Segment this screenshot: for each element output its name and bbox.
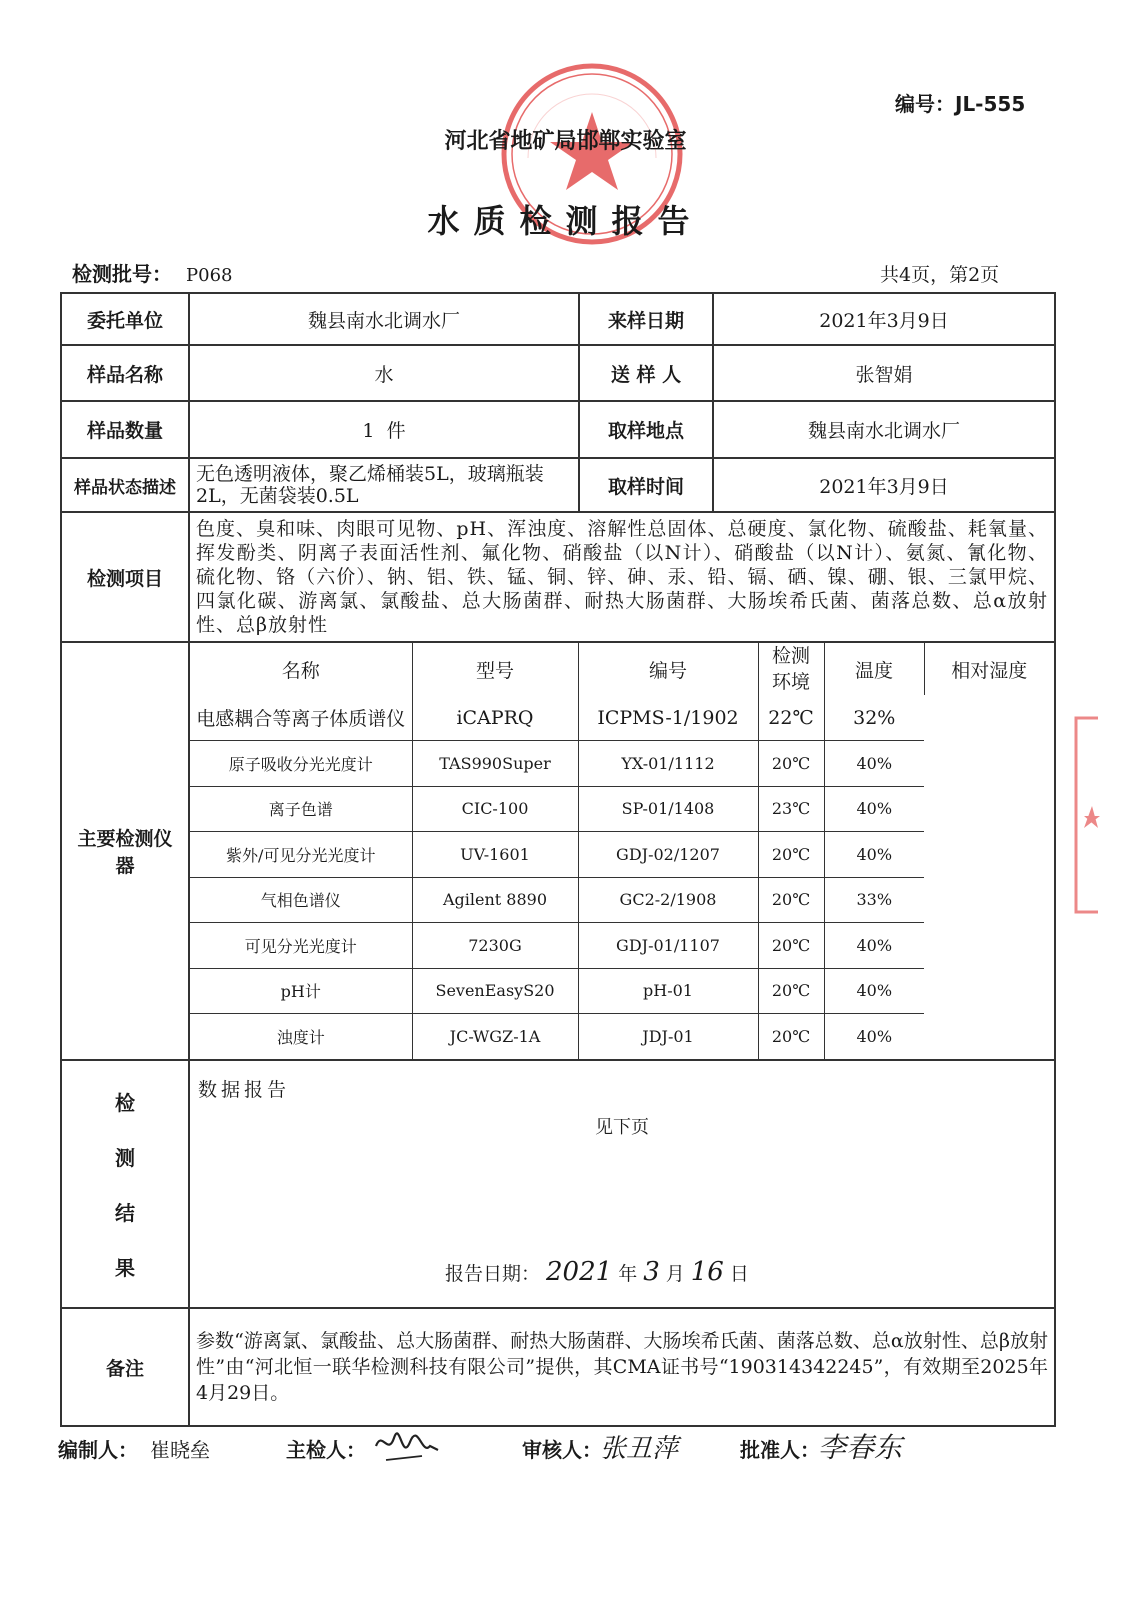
reviewer: 审核人： xyxy=(522,1438,602,1462)
result-label xyxy=(61,1060,189,1308)
sample-quantity-value: 1 件 xyxy=(189,401,579,458)
instrument-model: CIC-100 xyxy=(412,786,578,832)
instrument-name: 浊度计 xyxy=(190,1014,412,1060)
instrument-temp: 20℃ xyxy=(758,968,824,1014)
client-label: 委托单位 xyxy=(61,293,189,345)
report-table xyxy=(60,292,1056,1427)
sample-state-label: 样品状态描述 xyxy=(61,458,189,512)
inspector-signature xyxy=(372,1426,442,1468)
instrument-row xyxy=(190,695,1054,741)
instruments-table xyxy=(190,643,1054,1059)
instrument-name: 可见分光光度计 xyxy=(190,923,412,969)
instrument-row xyxy=(190,968,1054,1014)
result-label-char: 果 xyxy=(115,1256,135,1280)
col-header-name: 名称 xyxy=(190,643,412,695)
location-value: 魏县南水北调水厂 xyxy=(713,401,1055,458)
result-label-char: 检 xyxy=(115,1091,135,1115)
remarks-label: 备注 xyxy=(61,1308,189,1426)
instrument-temp: 22℃ xyxy=(758,695,824,741)
result-label-char: 结 xyxy=(115,1201,135,1225)
instrument-serial: YX-01/1112 xyxy=(578,741,758,787)
instrument-serial: GDJ-01/1107 xyxy=(578,923,758,969)
instrument-name: 电感耦合等离子体质谱仪 xyxy=(190,695,412,741)
instrument-humidity: 40% xyxy=(824,1014,924,1060)
col-header-model: 型号 xyxy=(412,643,578,695)
instrument-row xyxy=(190,741,1054,787)
sample-name-value: 水 xyxy=(189,345,579,401)
instrument-name: 离子色谱 xyxy=(190,786,412,832)
instrument-humidity: 33% xyxy=(824,877,924,923)
instrument-row xyxy=(190,786,1054,832)
sender-label: 送 样 人 xyxy=(579,345,713,401)
instrument-serial: ICPMS-1/1902 xyxy=(578,695,758,741)
instrument-model: SevenEasyS20 xyxy=(412,968,578,1014)
instrument-row xyxy=(190,832,1054,878)
report-year: 2021 xyxy=(546,1257,613,1287)
report-day: 16 xyxy=(690,1257,724,1287)
instrument-model: UV-1601 xyxy=(412,832,578,878)
instrument-model: TAS990Super xyxy=(412,741,578,787)
arrival-date-value: 2021年3月9日 xyxy=(713,293,1055,345)
instrument-row xyxy=(190,877,1054,923)
instrument-model: Agilent 8890 xyxy=(412,877,578,923)
col-header-serial: 编号 xyxy=(578,643,758,695)
report-title: 水质检测报告 xyxy=(427,202,704,240)
instrument-model: JC-WGZ-1A xyxy=(412,1014,578,1060)
client-value: 魏县南水北调水厂 xyxy=(189,293,579,345)
instrument-model: 7230G xyxy=(412,923,578,969)
instrument-name: pH计 xyxy=(190,968,412,1014)
lab-name: 河北省地矿局邯郸实验室 xyxy=(444,128,687,154)
instrument-temp: 20℃ xyxy=(758,1014,824,1060)
reviewer-signature: 张丑萍 xyxy=(600,1434,679,1464)
instrument-serial: pH-01 xyxy=(578,968,758,1014)
sampling-time-label: 取样时间 xyxy=(579,458,713,512)
instrument-temp: 20℃ xyxy=(758,741,824,787)
preparer: 编制人： 崔晓垒 xyxy=(58,1438,210,1462)
approver-signature: 李春东 xyxy=(818,1431,903,1464)
instrument-name: 原子吸收分光光度计 xyxy=(190,741,412,787)
instrument-temp: 20℃ xyxy=(758,877,824,923)
arrival-date-label: 来样日期 xyxy=(579,293,713,345)
instrument-serial: JDJ-01 xyxy=(578,1014,758,1060)
col-header-humidity: 相对湿度 xyxy=(924,643,1054,695)
instrument-serial: GC2-2/1908 xyxy=(578,877,758,923)
instrument-humidity: 32% xyxy=(824,695,924,741)
instrument-humidity: 40% xyxy=(824,741,924,787)
location-label: 取样地点 xyxy=(579,401,713,458)
instruments-label: 主要检测仪 器 xyxy=(61,642,189,1060)
instrument-row xyxy=(190,1014,1054,1060)
result-cell xyxy=(189,1060,1055,1308)
instrument-temp: 20℃ xyxy=(758,923,824,969)
instrument-row xyxy=(190,923,1054,969)
items-label: 检测项目 xyxy=(61,512,189,642)
instrument-name: 紫外/可见分光光度计 xyxy=(190,832,412,878)
sender-value: 张智娟 xyxy=(713,345,1055,401)
col-header-temp: 温度 xyxy=(824,643,924,695)
sample-name-label: 样品名称 xyxy=(61,345,189,401)
instrument-temp: 23℃ xyxy=(758,786,824,832)
page-info: 共4页，第2页 xyxy=(880,264,1000,286)
batch-number: 检测批号： P068 xyxy=(72,262,233,286)
items-text: 色度、臭和味、肉眼可见物、pH、浑浊度、溶解性总固体、总硬度、氯化物、硫酸盐、耗氧量、挥发酚类、阴离子表面活性剂、氟化物、硝酸盐（以N计）、硝酸盐（以N计）、氨氮、氰化物、硫化物、铬（六价）、钠、铝、铁、锰、铜、锌、砷、汞、铅、镉、硒、镍、硼、银、三氯甲烷、四氯化碳、游离氯、氯酸盐、总大肠菌群、耐热大肠菌群、大肠埃希氏菌、菌落总数、总α放射性、总β放射性 xyxy=(189,512,1055,642)
instrument-humidity: 40% xyxy=(824,923,924,969)
sample-state-value: 无色透明液体，聚乙烯桶装5L，玻璃瓶装2L，无菌袋装0.5L xyxy=(189,458,579,512)
report-date: 报告日期： 2021 年 3 月 16 日 xyxy=(445,1257,749,1287)
instrument-model: iCAPRQ xyxy=(412,695,578,741)
instruments-cell xyxy=(189,642,1055,1060)
partial-seal-mark xyxy=(1070,716,1100,914)
instrument-serial: SP-01/1408 xyxy=(578,786,758,832)
report-month: 3 xyxy=(643,1257,660,1287)
instrument-serial: GDJ-02/1207 xyxy=(578,832,758,878)
instrument-humidity: 40% xyxy=(824,968,924,1014)
result-see-next: 见下页 xyxy=(595,1117,649,1138)
instrument-temp: 20℃ xyxy=(758,832,824,878)
instrument-humidity: 40% xyxy=(824,832,924,878)
sample-quantity-label: 样品数量 xyxy=(61,401,189,458)
remarks-text: 参数“游离氯、氯酸盐、总大肠菌群、耐热大肠菌群、大肠埃希氏菌、菌落总数、总α放射性、总β放射性”由“河北恒一联华检测科技有限公司”提供，其CMA证书号“190314342245”，有效期至2025年4月29日。 xyxy=(189,1308,1055,1426)
approver: 批准人： xyxy=(740,1438,820,1462)
instrument-name: 气相色谱仪 xyxy=(190,877,412,923)
inspector: 主检人： xyxy=(286,1438,366,1462)
result-label-char: 测 xyxy=(115,1146,135,1170)
sampling-time-value: 2021年3月9日 xyxy=(713,458,1055,512)
document-number: 编号：JL-555 xyxy=(895,92,1026,116)
environment-label: 检测环境 xyxy=(758,643,824,695)
instrument-humidity: 40% xyxy=(824,786,924,832)
result-heading: 数据报告 xyxy=(198,1079,291,1101)
